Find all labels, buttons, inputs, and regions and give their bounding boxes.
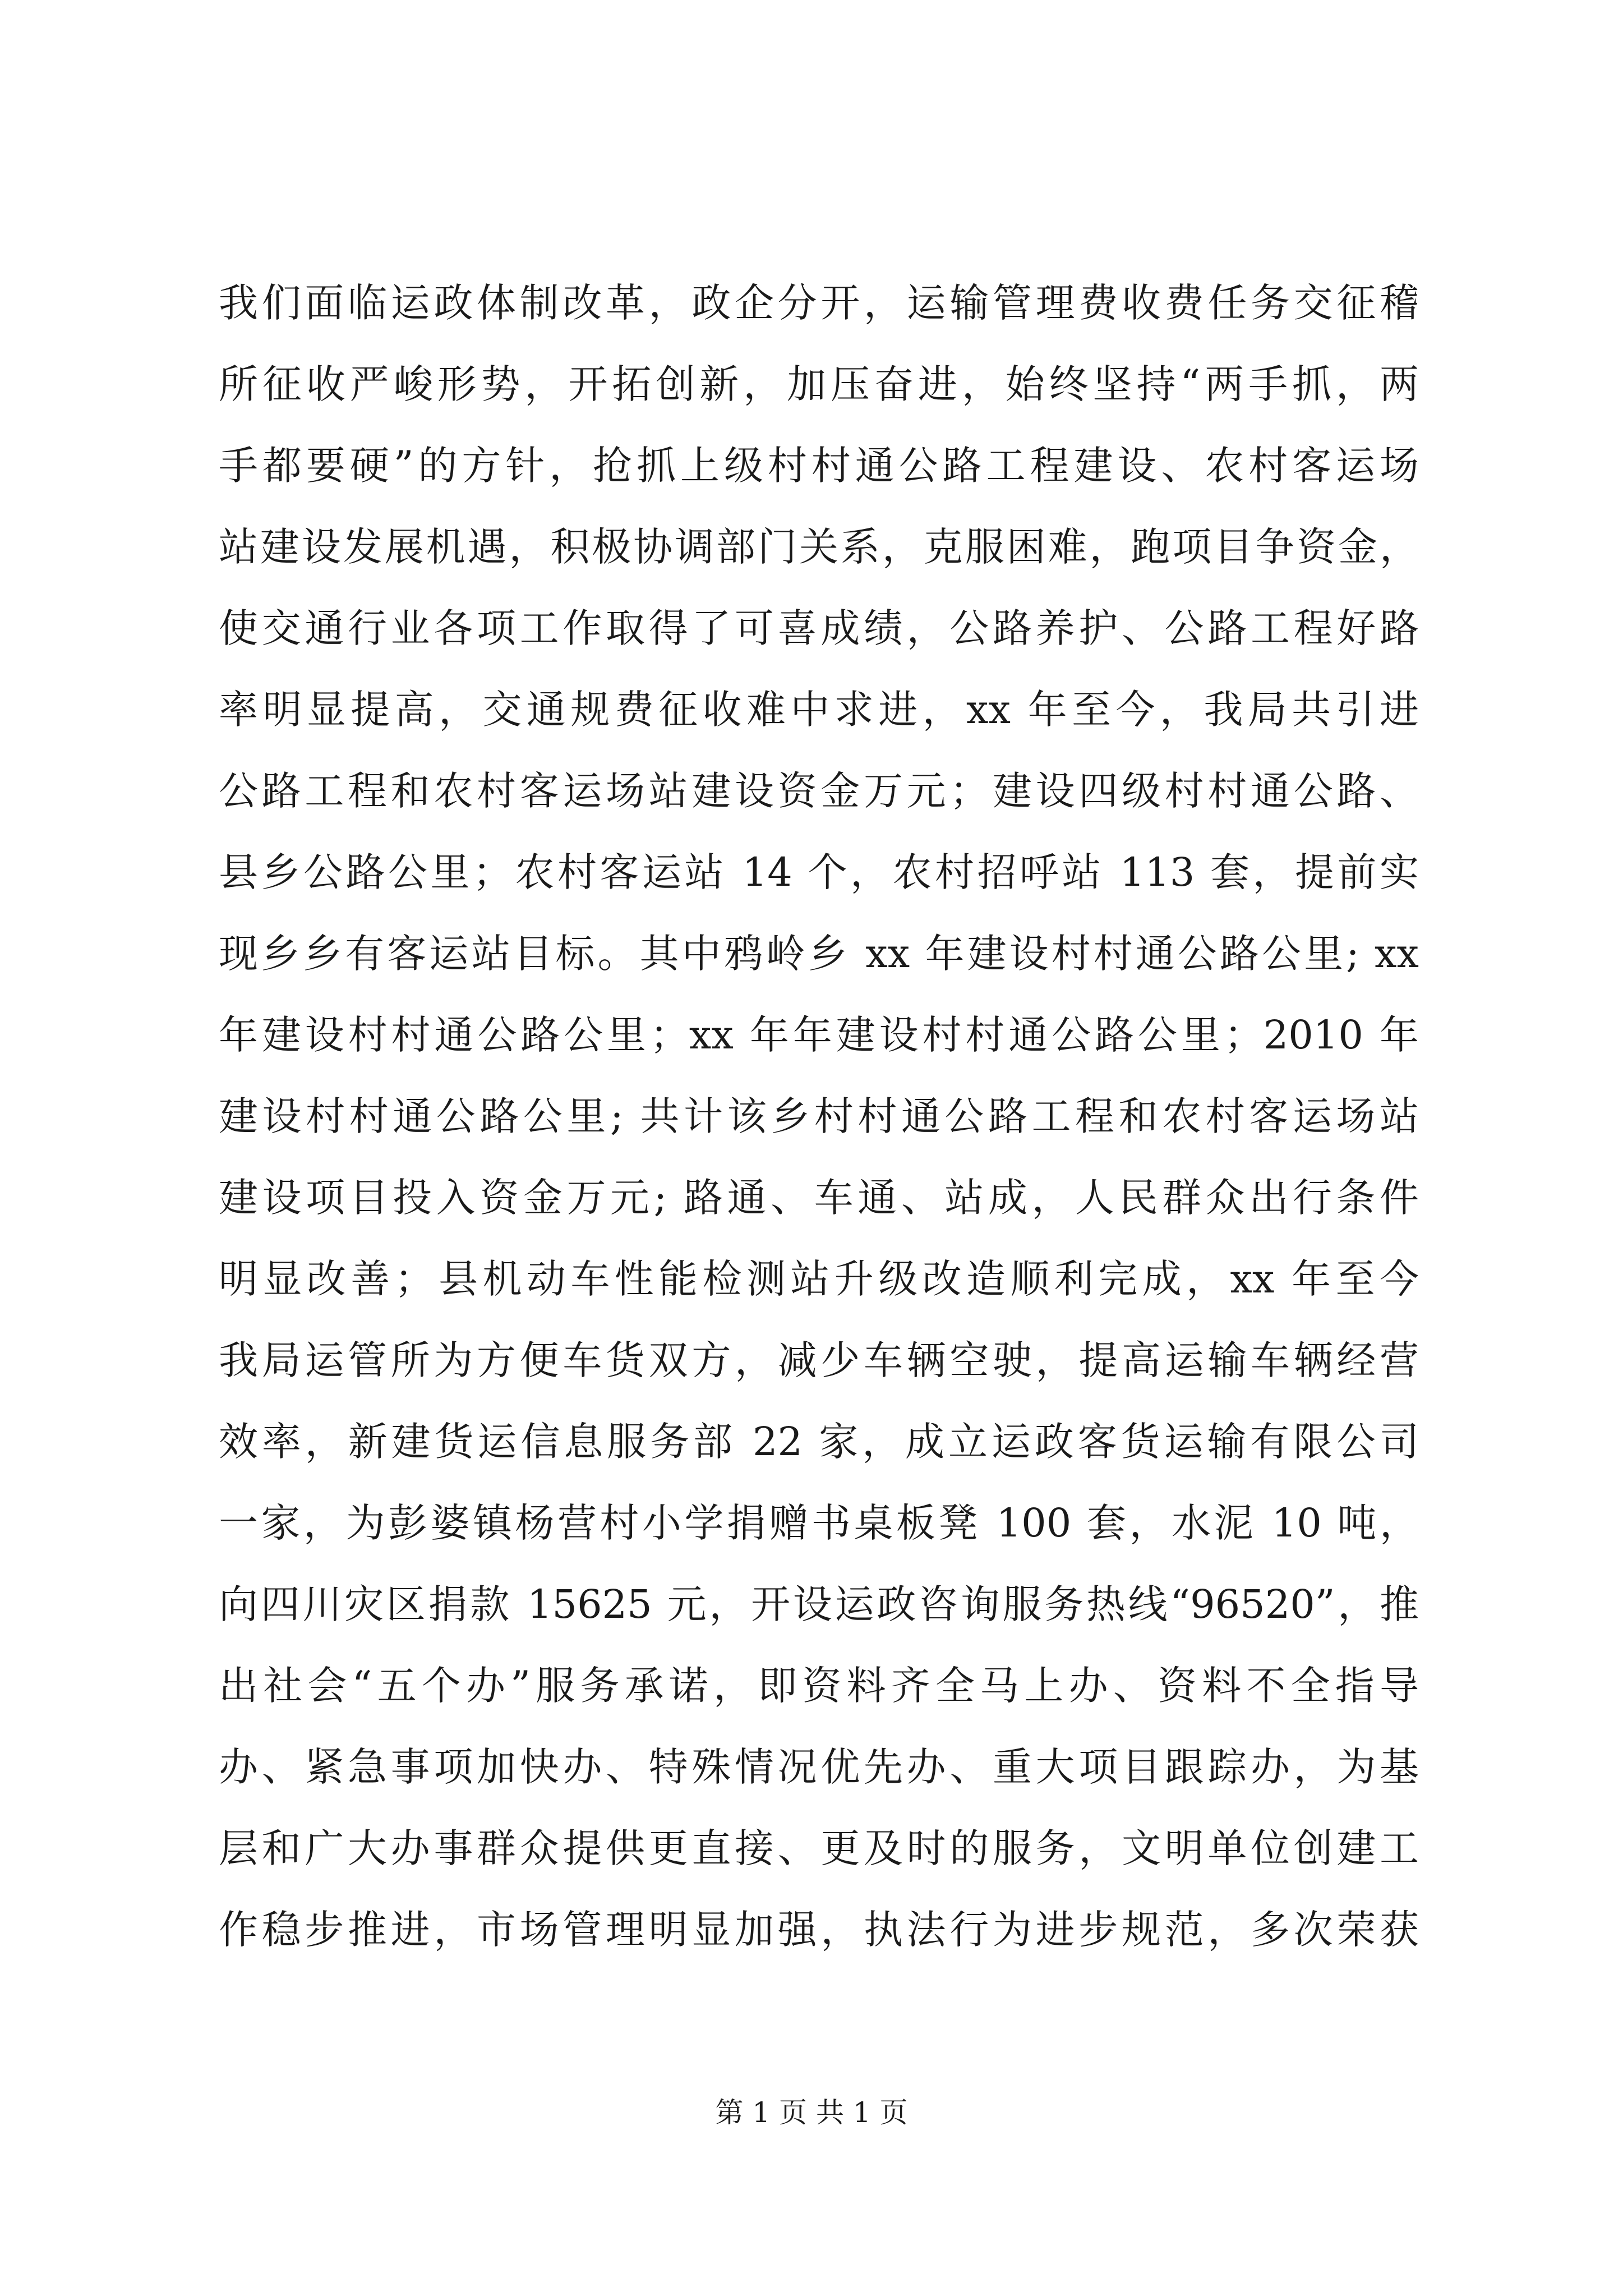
- text-line: 办、紧急事项加快办、特殊情况优先办、重大项目跟踪办，为基: [219, 1744, 1419, 1790]
- text-line: 手都要硬”的方针，抢抓上级村村通公路工程建设、农村客运场: [219, 443, 1419, 489]
- text-line: 出社会“五个办”服务承诺，即资料齐全马上办、资料不全指导: [219, 1663, 1419, 1709]
- text-line: 县乡公路公里；农村客运站 14 个，农村招呼站 113 套，提前实: [219, 849, 1419, 895]
- text-line: 层和广大办事群众提供更直接、更及时的服务，文明单位创建工: [219, 1825, 1419, 1871]
- text-line: 现乡乡有客运站目标。其中鸦岭乡 xx 年建设村村通公路公里; xx: [219, 931, 1419, 977]
- text-line: 明显改善；县机动车性能检测站升级改造顺利完成，xx 年至今: [219, 1256, 1419, 1302]
- text-line: 年建设村村通公路公里；xx 年年建设村村通公路公里；2010 年: [219, 1012, 1419, 1058]
- text-line: 建设村村通公路公里; 共计该乡村村通公路工程和农村客运场站: [219, 1093, 1419, 1139]
- text-line: 作稳步推进，市场管理明显加强，执法行为进步规范，多次荣获: [219, 1907, 1419, 1953]
- page-footer: [0, 2096, 1623, 2129]
- text-line: 站建设发展机遇，积极协调部门关系，克服困难，跑项目争资金，: [219, 524, 1419, 570]
- text-line: 效率，新建货运信息服务部 22 家，成立运政客货运输有限公司: [219, 1419, 1419, 1465]
- text-line: 建设项目投入资金万元; 路通、车通、站成，人民群众出行条件: [219, 1175, 1419, 1221]
- text-line: 所征收严峻形势，开拓创新，加压奋进，始终坚持“两手抓，两: [219, 361, 1419, 407]
- body-paragraph: [219, 263, 1419, 1971]
- text-line: 使交通行业各项工作取得了可喜成绩，公路养护、公路工程好路: [219, 605, 1419, 651]
- page-number-label: 第 1 页 共 1 页: [715, 2096, 908, 2129]
- text-line: 公路工程和农村客运场站建设资金万元；建设四级村村通公路、: [219, 768, 1419, 814]
- text-line: 我们面临运政体制改革，政企分开，运输管理费收费任务交征稽: [219, 280, 1419, 326]
- text-line: 率明显提高，交通规费征收难中求进，xx 年至今，我局共引进: [219, 687, 1419, 733]
- text-line: 向四川灾区捐款 15625 元，开设运政咨询服务热线“96520”，推: [219, 1581, 1419, 1627]
- text-line: 我局运管所为方便车货双方，减少车辆空驶，提高运输车辆经营: [219, 1337, 1419, 1383]
- text-line: 一家，为彭婆镇杨营村小学捐赠书桌板凳 100 套，水泥 10 吨，: [219, 1500, 1419, 1546]
